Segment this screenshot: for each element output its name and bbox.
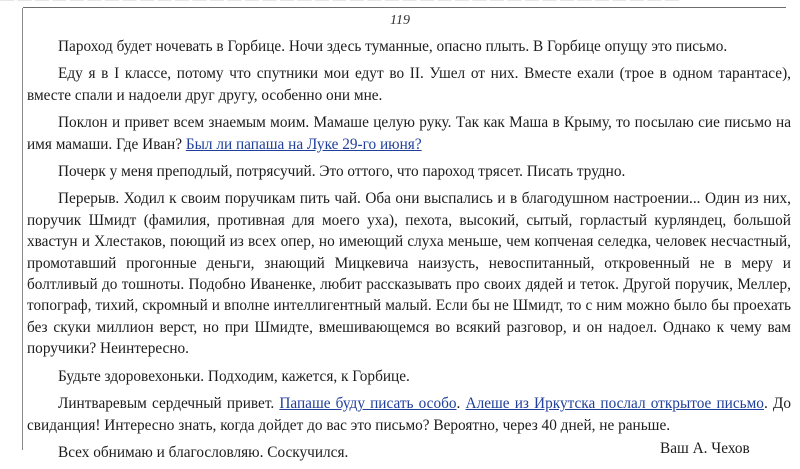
link-aleshe-irkutsk[interactable]: Алеше из Иркутска послал открытое письмо xyxy=(465,395,764,413)
paragraph-6: Будьте здоровехоньки. Подходим, кажется, к Горбице. xyxy=(58,367,410,385)
cropped-previous-line xyxy=(0,0,800,5)
signature: Ваш А. Чехов xyxy=(660,440,750,457)
paragraph-5: Перерыв. Ходил к своим поручикам пить чай. Оба они выспались и в благодушном настроении... Один из них, поручик Шмидт (фамилия, противная для моего уха), пехота, высокий, сытый, горластый курляндец, большой хвастун и Хлестаков, поющий из всех опер, но имеющий слуха меньше, чем копченая селедка, человек несчастный, промотавший прогонные деньги, знающий Мицкевича наизусть, невоспитанный, откровенный не в меру и болтливый до тошноты. Подобно Иваненке, любит рассказывать про своих дядей и теток. Другой поручик, Меллер, топограф, тихий, скромный и вполне интеллигентный малый. Если бы не Шмидт, то с ним можно было бы проехать без скуки миллион верст, но при Шмидте, вмешивающемся во всякий разговор, и он надоел. Однако к чему вам поручики? Неинтересно. xyxy=(27,190,791,358)
paragraph-8: Всех обнимаю и благословляю. Соскучился. xyxy=(58,443,349,461)
link-papashe-pisat[interactable]: Папаше буду писать особо xyxy=(279,395,457,413)
link-papasha-luka[interactable]: Был ли папаша на Луке 29-го июня? xyxy=(185,135,422,153)
paragraph-3 xyxy=(27,112,791,155)
paragraph-1: Пароход будет ночевать в Горбице. Ночи здесь туманные, опасно плыть. В Горбице опущу это письмо. xyxy=(58,38,728,55)
page-number: 119 xyxy=(390,13,410,28)
letter-body xyxy=(27,36,791,469)
page-left-edge xyxy=(22,8,23,450)
header-rule xyxy=(23,7,786,8)
paragraph-7-text-before: Линтваревым сердечный привет. xyxy=(58,395,280,413)
paragraph-3-text: Поклон и привет всем знаемым моим. Мамаше целую руку. Так как Маша в Крыму, то посылаю сие письмо на имя мамаши. Где Иван? xyxy=(27,114,791,153)
paragraph-4: Почерк у меня преподлый, потрясучий. Это оттого, что пароход трясет. Писать трудно. xyxy=(58,163,626,181)
paragraph-7 xyxy=(27,393,791,436)
paragraph-2: Еду я в I классе, потому что спутники мои едут во II. Ушел от них. Вместе ехали (трое в одном тарантасе), вместе спали и надоели друг другу, особенно они мне. xyxy=(27,65,791,104)
paragraph-7-text-after: . До свиданция! Интересно знать, когда дойдет до вас это письмо? Вероятно, через 40 дней, не раньше. xyxy=(27,395,791,434)
paragraph-7-middle: . xyxy=(456,395,466,413)
